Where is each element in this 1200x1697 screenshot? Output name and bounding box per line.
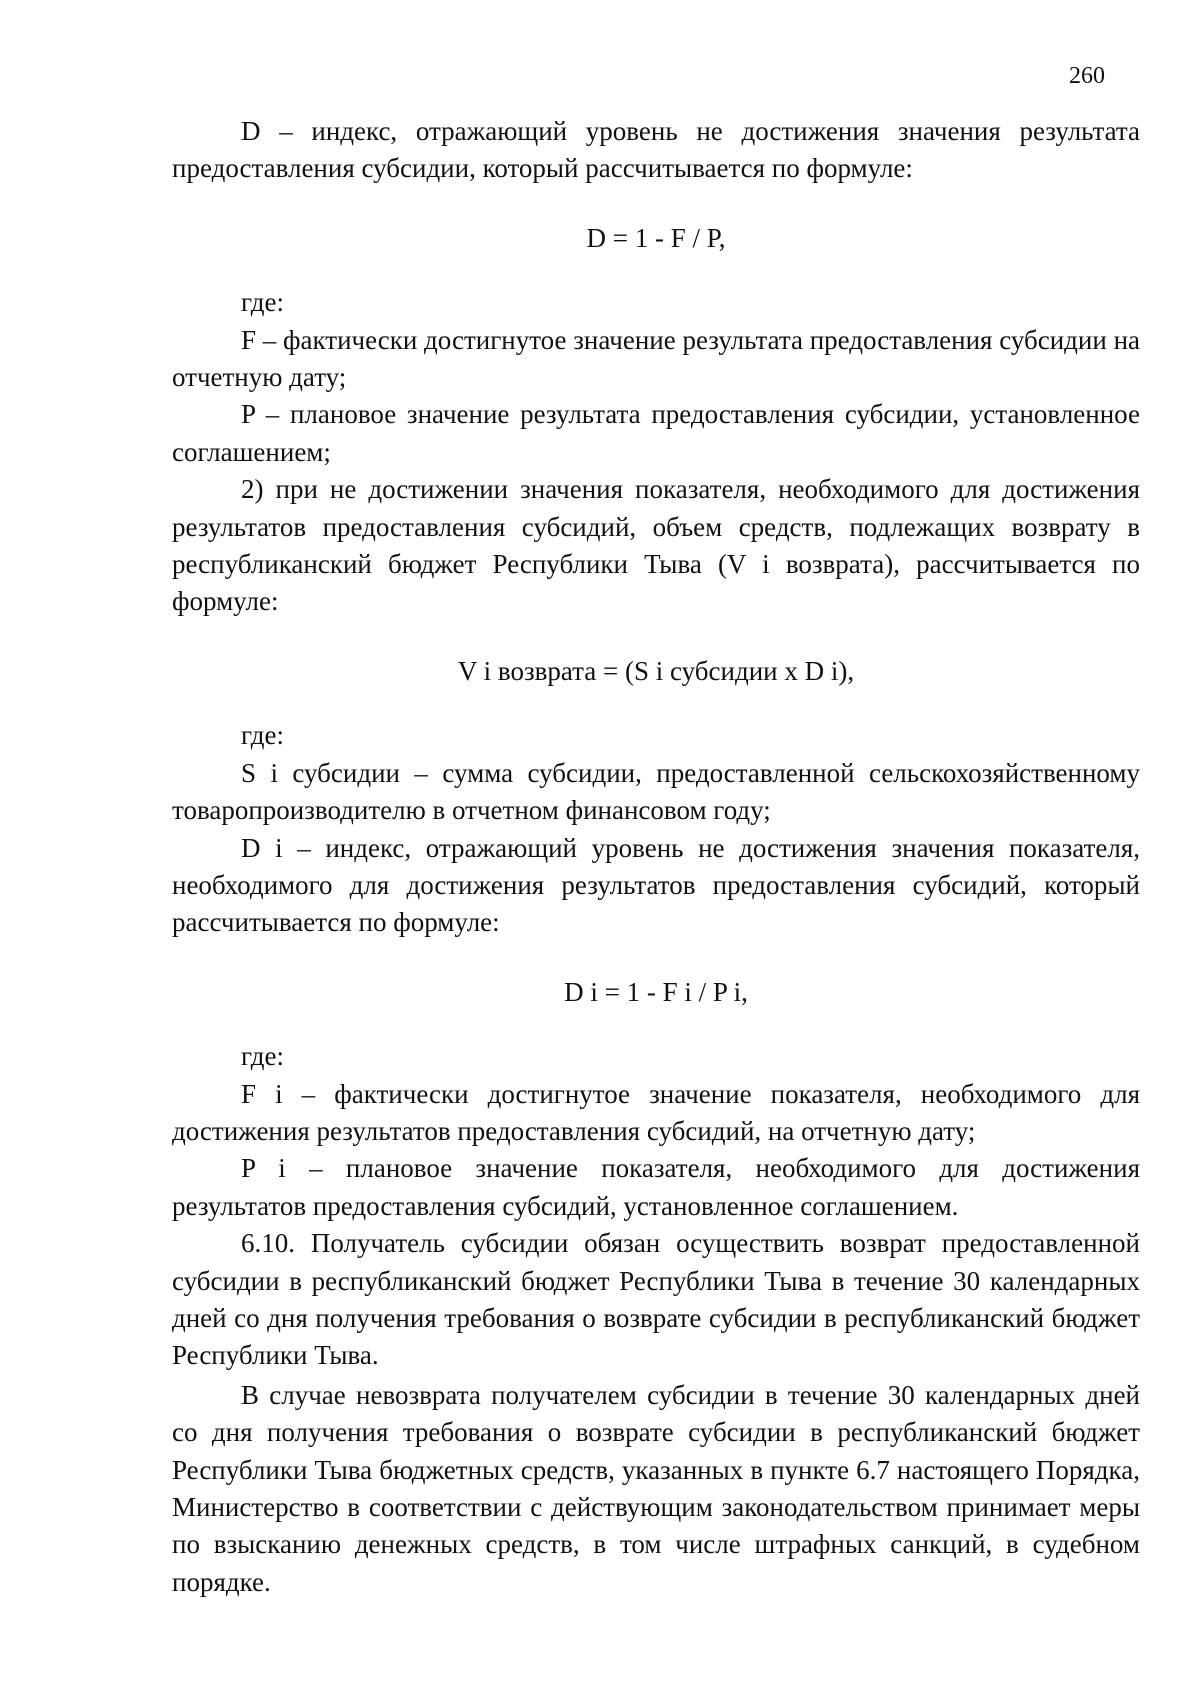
paragraph-f-definition: F – фактически достигнутое значение результата предоставления субсидии на отчетную дату; <box>172 324 1140 393</box>
paragraph-6-10: 6.10. Получатель субсидии обязан осуществить возврат предоставленной субсидии в республиканский бюджет Республики Тыва в течение 30 календарных дней со дня получения требования о возврате субсидии в республиканский бюджет Республики Тыва. <box>172 1228 1140 1371</box>
paragraph-item-2: 2) при не достижении значения показателя, необходимого для достижения результатов предоставления субсидий, объем средств, подлежащих возврату в республиканский бюджет Республики Тыва (V i возврата), рассчитывается по формуле: <box>172 474 1140 617</box>
formula-d: D = 1 - F / P, <box>586 222 726 253</box>
paragraph-fi-definition: F i – фактически достигнутое значение показателя, необходимого для достижения результатов предоставления субсидий, на отчетную дату; <box>172 1078 1140 1146</box>
where-label-1: где: <box>241 287 284 318</box>
where-label-3: где: <box>241 1041 284 1072</box>
where-label-2: где: <box>241 720 284 751</box>
paragraph-pi-definition: P i – плановое значение показателя, необходимого для достижения результатов предоставления субсидий, установленное соглашением. <box>172 1153 1140 1221</box>
paragraph-di-definition: D i – индекс, отражающий уровень не достижения значения показателя, необходимого для достижения результатов предоставления субсидий, который рассчитывается по формуле: <box>172 832 1140 938</box>
paragraph-d-index-definition: D – индекс, отражающий уровень не достижения значения результата предоставления субсидии, который рассчитывается по формуле: <box>172 116 1140 184</box>
formula-v-return: V i возврата = (S i субсидии x D i), <box>457 655 855 686</box>
document-body <box>172 113 1140 1601</box>
formula-di: D i = 1 - F i / P i, <box>564 976 748 1007</box>
paragraph-p-definition: P – плановое значение результата предоставления субсидии, установленное соглашением; <box>172 399 1140 467</box>
paragraph-non-return: В случае невозврата получателем субсидии в течение 30 календарных дней со дня получения требования о возврате субсидии в республиканский бюджет Республики Тыва бюджетных средств, указанных в пункте 6.7 настоящего Порядка, Министерство в соответствии с действующим законодательством принимает меры по взысканию денежных средств, в том числе штрафных санкций, в судебном порядке. <box>172 1379 1140 1597</box>
paragraph-s-definition: S i субсидии – сумма субсидии, предоставленной сельскохозяйственному товаропроизводителю в отчетном финансовом году; <box>172 757 1140 826</box>
page-number: 260 <box>1069 63 1105 89</box>
